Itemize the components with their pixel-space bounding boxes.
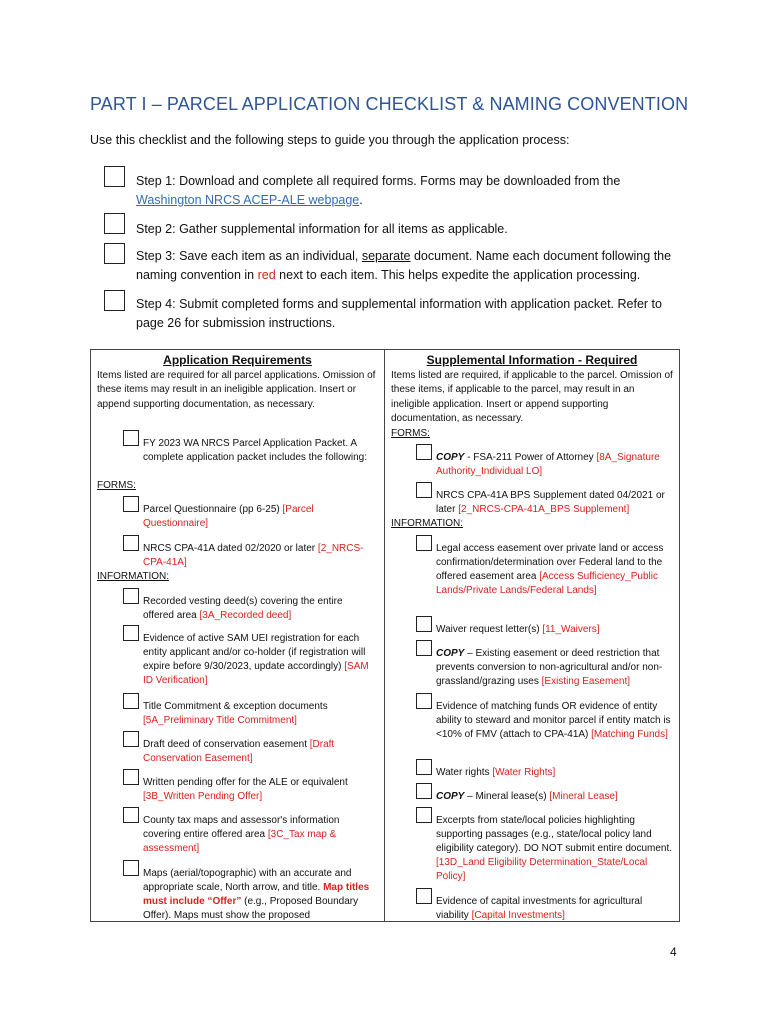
supplemental-info-header: Supplemental Information - Required (426, 353, 638, 367)
cpa41a-checkbox[interactable] (123, 535, 139, 551)
water-rights-checkbox[interactable] (416, 759, 432, 775)
step3-text: Step 3: Save each item as an individual, separate document. Name each document following the naming convention in red next to each item. This helps expedite the application processing. (136, 249, 672, 282)
item-maps: Maps (aerial/topographic) with an accurate and appropriate scale, North arrow, and title. Map titles must include “Offer” (e.g., Proposed Boundary Offer). Maps must show the proposed (143, 868, 370, 921)
item-policy-excerpts: Excerpts from state/local policies highlighting supporting passages (e.g., state/local policy land eligibility category). DO NOT submit entire document. [13D_Land Eligibility Determination_State/Local Policy] (436, 815, 673, 882)
item-tax-maps: County tax maps and assessor's information covering entire offered area [3C_Tax map & assessment] (143, 815, 340, 854)
step1-text: Step 1: Download and complete all required forms. Forms may be downloaded from the Washington NRCS ACEP-ALE webpage. (136, 174, 621, 207)
item-bps-supplement: NRCS CPA-41A BPS Supplement dated 04/2021 or later [2_NRCS-CPA-41A_BPS Supplement] (436, 490, 665, 515)
capital-checkbox[interactable] (416, 888, 432, 904)
access-checkbox[interactable] (416, 535, 432, 551)
right-information-label: INFORMATION: (391, 518, 464, 529)
step3-checkbox[interactable] (104, 243, 125, 264)
matching-funds-checkbox[interactable] (416, 693, 432, 709)
title-checkbox[interactable] (123, 693, 139, 709)
left-information-label: INFORMATION: (97, 571, 170, 582)
intro-text: Use this checklist and the following steps to guide you through the application process: (90, 133, 570, 147)
deed-checkbox[interactable] (123, 588, 139, 604)
draft-deed-checkbox[interactable] (123, 731, 139, 747)
item-parcel-questionnaire: Parcel Questionnaire (pp 6-25) [Parcel Questionnaire] (143, 504, 314, 529)
right-forms-label: FORMS: (391, 428, 430, 439)
acep-ale-webpage-link[interactable]: Washington NRCS ACEP-ALE webpage (136, 193, 360, 207)
step2-text: Step 2: Gather supplemental information for all items as applicable. (136, 222, 508, 236)
item-mineral-lease: COPY – Mineral lease(s) [Mineral Lease] (436, 791, 618, 802)
page-number: 4 (670, 945, 677, 959)
item-capital-investments: Evidence of capital investments for agricultural viability [Capital Investments] (436, 896, 643, 921)
maps-checkbox[interactable] (123, 860, 139, 876)
item-sam-uei: Evidence of active SAM UEI registration for each entity applicant and/or co-holder (if registration will expire before 9/30/2023, update accordingly) [SAM ID Verification] (143, 633, 369, 686)
application-requirements-desc: Items listed are required for all parcel applications. Omission of these items may result in an ineligible application. Insert or append supporting documentation, as necessary. (97, 370, 376, 410)
application-requirements-header: Application Requirements (163, 353, 312, 367)
waiver-checkbox[interactable] (416, 616, 432, 632)
packet-checkbox[interactable] (123, 430, 139, 446)
item-legal-access: Legal access easement over private land or access confirmation/determination over Federal land to the offered easement area [Access Sufficiency_Public Lands/Private Lands/Federal Lands] (436, 543, 664, 596)
item-waiver: Waiver request letter(s) [11_Waivers] (436, 624, 600, 635)
tax-map-checkbox[interactable] (123, 807, 139, 823)
item-water-rights: Water rights [Water Rights] (436, 767, 556, 778)
step1-checkbox[interactable] (104, 166, 125, 187)
excerpts-checkbox[interactable] (416, 807, 432, 823)
step4-checkbox[interactable] (104, 290, 125, 311)
page-title: PART I – PARCEL APPLICATION CHECKLIST & NAMING CONVENTION (90, 94, 689, 114)
item-fsa211: COPY - FSA-211 Power of Attorney [8A_Signature Authority_Individual LO] (436, 452, 660, 477)
supplemental-info-desc: Items listed are required, if applicable to the parcel. Omission of these items, if applicable to the parcel, may result in an ineligible application. Insert or append supporting documentation, as necessary. (391, 370, 673, 424)
item-draft-deed: Draft deed of conservation easement [Draft Conservation Easement] (143, 739, 335, 764)
fsa211-checkbox[interactable] (416, 444, 432, 460)
offer-checkbox[interactable] (123, 769, 139, 785)
item-title-commitment: Title Commitment & exception documents [5A_Preliminary Title Commitment] (143, 701, 328, 726)
left-forms-label: FORMS: (97, 480, 136, 491)
table-column-divider (384, 349, 385, 922)
item-cpa41a: NRCS CPA-41A dated 02/2020 or later [2_NRCS-CPA-41A] (143, 543, 364, 568)
questionnaire-checkbox[interactable] (123, 496, 139, 512)
item-recorded-deed: Recorded vesting deed(s) covering the entire offered area [3A_Recorded deed] (143, 596, 343, 621)
item-existing-easement: COPY – Existing easement or deed restriction that prevents conversion to non-agricultural and/or non-grassland/grazing uses [Existing Easement] (436, 648, 663, 687)
item-application-packet: FY 2023 WA NRCS Parcel Application Packet. A complete application packet includes the following: (143, 438, 368, 463)
item-written-offer: Written pending offer for the ALE or equivalent [3B_Written Pending Offer] (143, 777, 348, 802)
step4-text: Step 4: Submit completed forms and supplemental information with application packet. Refer to page 26 for submission instructions. (136, 297, 662, 330)
sam-checkbox[interactable] (123, 625, 139, 641)
mineral-lease-checkbox[interactable] (416, 783, 432, 799)
bps-checkbox[interactable] (416, 482, 432, 498)
existing-easement-checkbox[interactable] (416, 640, 432, 656)
item-matching-funds: Evidence of matching funds OR evidence of entity ability to steward and monitor parcel if entity match is <10% of FMV (attach to CPA-41A) [Matching Funds] (436, 701, 671, 740)
step2-checkbox[interactable] (104, 213, 125, 234)
